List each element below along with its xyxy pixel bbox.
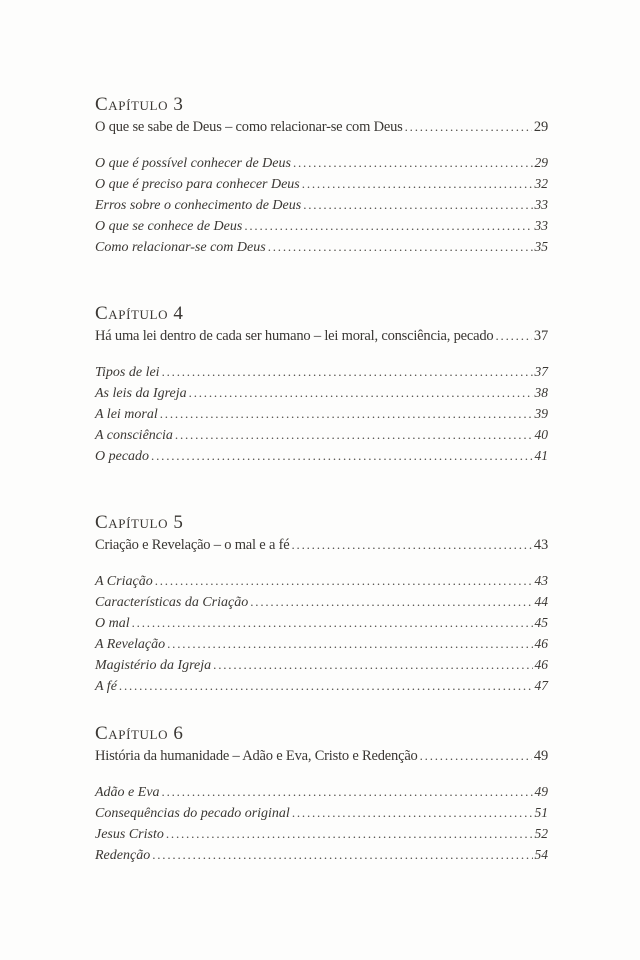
toc-entry-label: Como relacionar-se com Deus [95,240,266,255]
chapter-title: História da humanidade – Adão e Eva, Cristo e Redenção [95,748,418,764]
toc-entry-label: A Criação [95,574,153,589]
chapter-items [95,571,548,697]
dot-leader [244,216,532,237]
chapter-items [95,362,548,467]
toc-entry-label: Adão e Eva [95,785,160,800]
chapter-heading: Capítulo 4 [95,303,184,324]
toc-entry-label: A consciência [95,428,173,443]
chapter-heading: Capítulo 5 [95,512,184,533]
toc-entry [95,592,548,613]
dot-leader [420,745,532,767]
dot-leader [175,425,533,446]
dot-leader [162,362,533,383]
toc-entry-label: Tipos de lei [95,365,160,380]
toc-entry-page-number: 33 [534,218,548,233]
toc-entry [95,571,548,592]
toc-entry [95,803,548,824]
dot-leader [268,237,533,258]
dot-leader [119,676,533,697]
toc-entry-page-number: 54 [534,847,548,862]
chapter-items [95,153,548,258]
toc-entry [95,824,548,845]
toc-entry-page-number: 49 [534,784,548,799]
toc-entry-page-number: 41 [534,448,548,463]
dot-leader [213,655,532,676]
dot-leader [495,325,531,347]
toc-entry [95,676,548,697]
dot-leader [291,534,531,556]
chapter-heading: Capítulo 3 [95,94,184,115]
chapter-page-number: 43 [533,537,548,553]
chapter-page-number: 29 [533,119,548,135]
toc-entry-page-number: 39 [534,406,548,421]
toc-entry [95,425,548,446]
toc-entry-page-number: 35 [534,239,548,254]
dot-leader [167,634,532,655]
chapter-heading: Capítulo 6 [95,723,184,744]
chapter-title-line [95,534,548,556]
toc-entry-page-number: 32 [534,176,548,191]
toc-entry-label: Erros sobre o conhecimento de Deus [95,198,302,213]
chapter-title-line [95,325,548,347]
toc-entry-label: Redenção [95,848,151,863]
dot-leader [189,383,533,404]
toc-entry [95,362,548,383]
dot-leader [302,174,533,195]
toc-entry-page-number: 52 [534,826,548,841]
dot-leader [132,613,533,634]
toc-entry-label: O que é possível conhecer de Deus [95,156,291,171]
toc-entry-page-number: 51 [534,805,548,820]
dot-leader [152,845,532,866]
toc-chapters [95,94,548,866]
chapter-page-number: 49 [533,748,548,764]
toc-entry-page-number: 46 [534,657,548,672]
toc-entry [95,634,548,655]
toc-entry [95,195,548,216]
toc-entry [95,383,548,404]
dot-leader [405,116,532,138]
dot-leader [166,824,533,845]
toc-entry-page-number: 46 [534,636,548,651]
toc-entry [95,613,548,634]
toc-entry-page-number: 40 [534,427,548,442]
toc-entry [95,237,548,258]
chapter-title: O que se sabe de Deus – como relacionar-se com Deus [95,119,403,135]
toc-entry [95,845,548,866]
toc-entry-label: O que se conhece de Deus [95,219,243,234]
toc-entry-label: Consequências do pecado original [95,806,290,821]
toc-entry [95,216,548,237]
toc-entry-label: As leis da Igreja [95,386,187,401]
toc-entry-label: A lei moral [95,407,158,422]
chapter-title: Há uma lei dentro de cada ser humano – lei moral, consciência, pecado [95,328,494,344]
toc-entry-page-number: 44 [534,594,548,609]
chapter-title-line [95,745,548,767]
toc-entry-page-number: 37 [534,364,548,379]
toc-entry [95,782,548,803]
toc-entry-label: O que é preciso para conhecer Deus [95,177,300,192]
chapter-block [95,303,548,467]
dot-leader [160,404,533,425]
dot-leader [292,803,533,824]
toc-entry-label: O mal [95,616,130,631]
dot-leader [155,571,533,592]
toc-entry-label: A Revelação [95,637,166,652]
dot-leader [250,592,532,613]
toc-entry-page-number: 47 [534,678,548,693]
chapter-block [95,723,548,866]
toc-entry [95,174,548,195]
toc-entry-label: Magistério da Igreja [95,658,212,673]
toc-entry-page-number: 33 [534,197,548,212]
dot-leader [151,446,532,467]
toc-entry-label: O pecado [95,449,150,464]
toc-entry [95,404,548,425]
chapter-title: Criação e Revelação – o mal e a fé [95,537,290,553]
toc-entry [95,446,548,467]
toc-entry-page-number: 38 [534,385,548,400]
chapter-page-number: 37 [533,328,548,344]
toc-entry-label: Jesus Cristo [95,827,164,842]
toc-entry-page-number: 45 [534,615,548,630]
toc-entry-page-number: 29 [534,155,548,170]
toc-entry-label: Características da Criação [95,595,249,610]
toc-entry [95,153,548,174]
chapter-title-line [95,116,548,138]
toc-entry [95,655,548,676]
toc-entry-label: A fé [95,679,117,694]
dot-leader [303,195,532,216]
chapter-block [95,94,548,258]
toc-entry-page-number: 43 [534,573,548,588]
chapter-block [95,512,548,697]
chapter-items [95,782,548,866]
dot-leader [162,782,533,803]
dot-leader [293,153,533,174]
